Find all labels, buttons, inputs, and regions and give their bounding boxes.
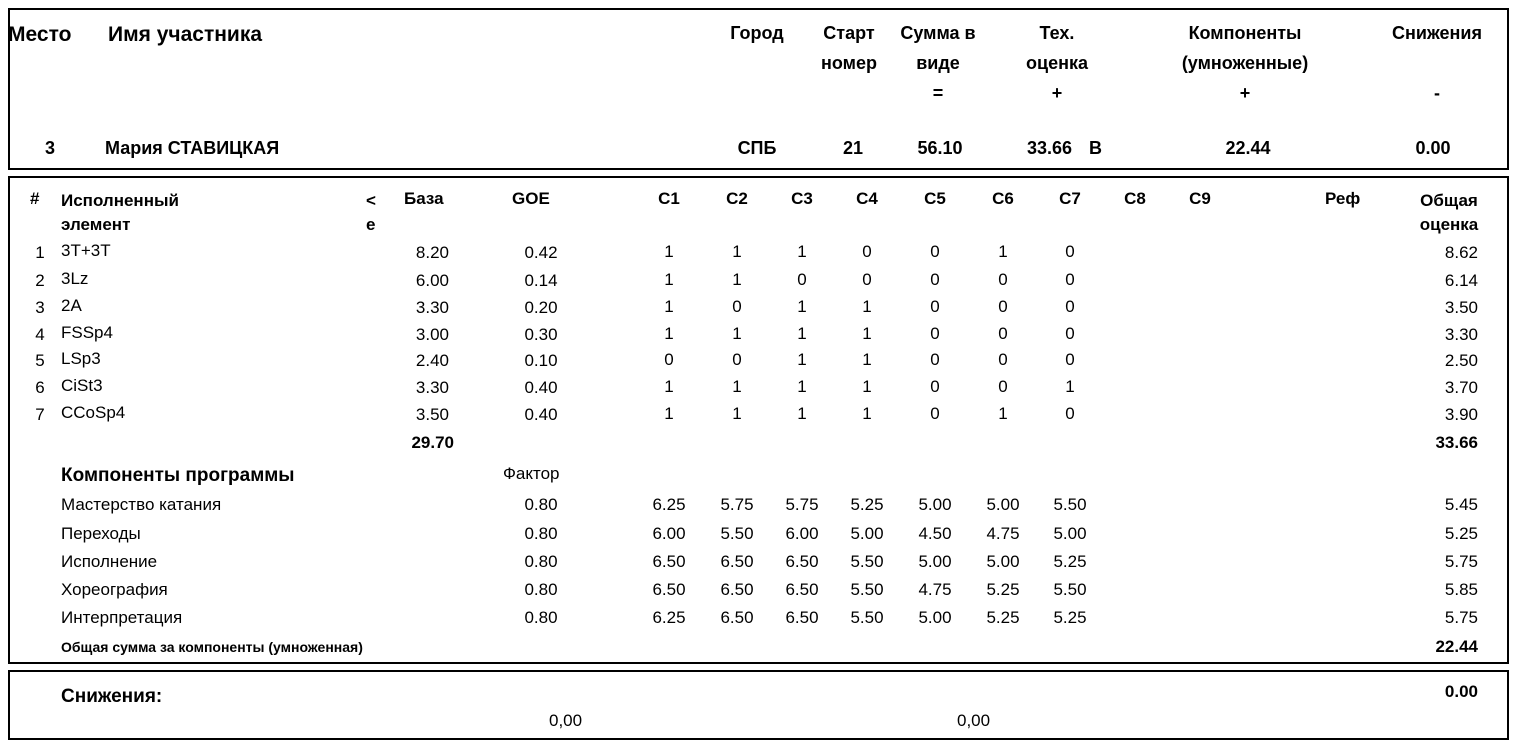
element-number: 3 bbox=[35, 298, 45, 317]
col-start-header bbox=[808, 18, 890, 78]
skater-tes: 33.66 bbox=[1026, 138, 1072, 158]
element-number: 2 bbox=[35, 271, 45, 290]
element-total-score: 6.14 bbox=[1444, 271, 1478, 290]
skater-place: 3 bbox=[44, 138, 55, 158]
component-judge-score: 5.00 bbox=[918, 495, 952, 514]
component-judge-score: 5.50 bbox=[850, 608, 884, 627]
component-factor: 0.80 bbox=[524, 552, 558, 571]
element-number: 1 bbox=[35, 243, 45, 262]
deductions-value-b: 0,00 bbox=[957, 711, 991, 730]
elements-col-element-line2: элемент bbox=[61, 215, 131, 234]
elements-col-info-line2: e bbox=[366, 215, 376, 234]
col-ded-line2: - bbox=[1434, 83, 1440, 103]
col-start-line2: номер bbox=[821, 53, 877, 73]
component-judge-score: 5.50 bbox=[1053, 495, 1087, 514]
element-judge-score: 1 bbox=[664, 270, 674, 289]
elements-col-score-line2: оценка bbox=[1419, 215, 1479, 234]
element-goe: 0.30 bbox=[524, 325, 558, 344]
component-judge-score: 6.50 bbox=[785, 580, 819, 599]
element-judge-score: 1 bbox=[1065, 377, 1075, 396]
element-judge-score: 1 bbox=[797, 324, 807, 343]
elements-col-score-line1: Общая bbox=[1420, 191, 1478, 210]
element-judge-score: 1 bbox=[732, 404, 742, 423]
element-total-score: 3.70 bbox=[1444, 378, 1478, 397]
elements-col-info bbox=[366, 189, 376, 237]
element-name: CiSt3 bbox=[61, 376, 103, 395]
judge-header-1: C1 bbox=[658, 189, 680, 208]
col-sum-line2: виде bbox=[916, 53, 960, 73]
element-judge-score: 0 bbox=[1065, 350, 1075, 369]
element-judge-score: 0 bbox=[930, 350, 940, 369]
col-tes-line2: оценка bbox=[1026, 53, 1088, 73]
component-judge-score: 5.00 bbox=[1053, 524, 1087, 543]
element-judge-score: 0 bbox=[1065, 404, 1075, 423]
skater-name: Мария СТАВИЦКАЯ bbox=[105, 138, 280, 158]
component-judge-score: 6.25 bbox=[652, 495, 686, 514]
element-goe: 0.42 bbox=[524, 243, 558, 262]
component-judge-score: 5.00 bbox=[986, 495, 1020, 514]
element-judge-score: 0 bbox=[930, 377, 940, 396]
judge-header-8: C8 bbox=[1124, 189, 1146, 208]
elements-col-element bbox=[61, 189, 179, 237]
element-base: 3.00 bbox=[415, 325, 449, 344]
components-total: 22.44 bbox=[1435, 637, 1478, 656]
element-base: 3.50 bbox=[415, 405, 449, 424]
skater-deductions: 0.00 bbox=[1415, 138, 1451, 158]
component-judge-score: 6.50 bbox=[785, 552, 819, 571]
col-pcs-line1: Компоненты bbox=[1188, 23, 1302, 43]
element-judge-score: 0 bbox=[732, 350, 742, 369]
element-judge-score: 0 bbox=[1065, 297, 1075, 316]
col-city-header: Город bbox=[730, 23, 784, 43]
elements-col-info-line1: < bbox=[366, 191, 376, 210]
element-goe: 0.10 bbox=[524, 351, 558, 370]
component-name: Переходы bbox=[61, 524, 141, 543]
component-judge-score: 5.50 bbox=[850, 552, 884, 571]
deductions-box bbox=[8, 670, 1509, 740]
element-total-score: 8.62 bbox=[1444, 243, 1478, 262]
element-judge-score: 1 bbox=[797, 297, 807, 316]
col-tes-line1: Тех. bbox=[1039, 23, 1075, 43]
component-judge-score: 5.00 bbox=[850, 524, 884, 543]
element-name: LSp3 bbox=[61, 349, 101, 368]
element-base: 3.30 bbox=[415, 378, 449, 397]
component-judge-score: 5.00 bbox=[918, 552, 952, 571]
component-judge-score: 6.00 bbox=[785, 524, 819, 543]
element-judge-score: 0 bbox=[732, 297, 742, 316]
element-judge-score: 1 bbox=[797, 404, 807, 423]
deductions-label: Снижения: bbox=[61, 686, 163, 707]
element-base: 8.20 bbox=[415, 243, 449, 262]
element-judge-score: 1 bbox=[862, 324, 872, 343]
element-goe: 0.20 bbox=[524, 298, 558, 317]
element-judge-score: 0 bbox=[930, 404, 940, 423]
component-judge-score: 5.25 bbox=[850, 495, 884, 514]
component-judge-score: 5.25 bbox=[986, 580, 1020, 599]
col-ded-header bbox=[1377, 18, 1497, 108]
element-goe: 0.40 bbox=[524, 405, 558, 424]
element-base: 2.40 bbox=[415, 351, 449, 370]
factor-label: Фактор bbox=[503, 464, 560, 483]
component-score: 5.85 bbox=[1444, 580, 1478, 599]
element-judge-score: 1 bbox=[998, 242, 1008, 261]
element-number: 7 bbox=[35, 405, 45, 424]
element-judge-score: 1 bbox=[732, 270, 742, 289]
elements-score-total: 33.66 bbox=[1435, 433, 1478, 452]
component-factor: 0.80 bbox=[524, 608, 558, 627]
judge-header-9: C9 bbox=[1189, 189, 1211, 208]
component-judge-score: 5.25 bbox=[986, 608, 1020, 627]
element-judge-score: 0 bbox=[862, 242, 872, 261]
component-judge-score: 5.50 bbox=[850, 580, 884, 599]
element-judge-score: 1 bbox=[862, 297, 872, 316]
element-name: FSSp4 bbox=[61, 323, 113, 342]
component-judge-score: 6.25 bbox=[652, 608, 686, 627]
judge-header-4: C4 bbox=[856, 189, 878, 208]
element-judge-score: 0 bbox=[862, 270, 872, 289]
judge-header-7: C7 bbox=[1059, 189, 1081, 208]
component-judge-score: 5.00 bbox=[986, 552, 1020, 571]
component-judge-score: 4.50 bbox=[918, 524, 952, 543]
col-ded-line1: Снижения bbox=[1392, 23, 1482, 43]
elements-col-ref: Реф bbox=[1325, 189, 1361, 208]
component-factor: 0.80 bbox=[524, 495, 558, 514]
component-judge-score: 5.00 bbox=[918, 608, 952, 627]
element-total-score: 2.50 bbox=[1444, 351, 1478, 370]
elements-col-score bbox=[1409, 189, 1489, 237]
element-judge-score: 1 bbox=[797, 350, 807, 369]
judge-header-6: C6 bbox=[992, 189, 1014, 208]
element-name: 3T+3T bbox=[61, 241, 111, 260]
element-judge-score: 0 bbox=[797, 270, 807, 289]
col-start-line1: Старт bbox=[823, 23, 875, 43]
element-judge-score: 0 bbox=[998, 377, 1008, 396]
element-judge-score: 1 bbox=[862, 377, 872, 396]
element-number: 5 bbox=[35, 351, 45, 370]
component-judge-score: 4.75 bbox=[918, 580, 952, 599]
component-judge-score: 6.50 bbox=[720, 608, 754, 627]
component-judge-score: 5.50 bbox=[720, 524, 754, 543]
element-total-score: 3.30 bbox=[1444, 325, 1478, 344]
element-judge-score: 0 bbox=[1065, 242, 1075, 261]
component-judge-score: 6.50 bbox=[652, 552, 686, 571]
elements-col-goe: GOE bbox=[512, 189, 550, 208]
element-judge-score: 1 bbox=[998, 404, 1008, 423]
skater-tes-flag: B bbox=[1089, 138, 1102, 158]
component-name: Исполнение bbox=[61, 552, 158, 571]
element-judge-score: 0 bbox=[930, 324, 940, 343]
element-goe: 0.14 bbox=[524, 271, 558, 290]
component-name: Интерпретация bbox=[61, 608, 183, 627]
col-place-header: Место bbox=[8, 23, 72, 46]
components-total-label: Общая сумма за компоненты (умноженная) bbox=[61, 639, 363, 655]
element-judge-score: 0 bbox=[930, 297, 940, 316]
component-factor: 0.80 bbox=[524, 580, 558, 599]
element-total-score: 3.90 bbox=[1444, 405, 1478, 424]
element-judge-score: 0 bbox=[998, 270, 1008, 289]
col-sum-header bbox=[888, 18, 988, 108]
component-judge-score: 6.50 bbox=[720, 580, 754, 599]
elements-col-element-line1: Исполненный bbox=[61, 191, 179, 210]
col-name-header: Имя участника bbox=[108, 23, 263, 46]
component-judge-score: 6.50 bbox=[652, 580, 686, 599]
element-judge-score: 1 bbox=[664, 324, 674, 343]
element-base: 3.30 bbox=[415, 298, 449, 317]
elements-col-num: # bbox=[30, 189, 40, 208]
skater-city: СПБ bbox=[737, 138, 777, 158]
element-judge-score: 1 bbox=[664, 297, 674, 316]
elements-col-base: База bbox=[404, 189, 444, 208]
judge-header-5: C5 bbox=[924, 189, 946, 208]
component-name: Хореография bbox=[61, 580, 168, 599]
element-total-score: 3.50 bbox=[1444, 298, 1478, 317]
element-name: 3Lz bbox=[61, 269, 89, 288]
judge-header-3: C3 bbox=[791, 189, 813, 208]
element-judge-score: 1 bbox=[664, 377, 674, 396]
component-score: 5.75 bbox=[1444, 552, 1478, 571]
component-judge-score: 5.75 bbox=[785, 495, 819, 514]
element-judge-score: 1 bbox=[862, 404, 872, 423]
element-judge-score: 1 bbox=[797, 242, 807, 261]
col-sum-line3: = bbox=[932, 83, 944, 103]
component-judge-score: 6.50 bbox=[720, 552, 754, 571]
element-number: 4 bbox=[35, 325, 45, 344]
col-tes-header bbox=[1005, 18, 1109, 108]
element-judge-score: 1 bbox=[732, 377, 742, 396]
element-judge-score: 0 bbox=[930, 270, 940, 289]
element-judge-score: 0 bbox=[1065, 270, 1075, 289]
col-sum-line1: Сумма в bbox=[900, 23, 976, 43]
components-title: Компоненты программы bbox=[61, 465, 295, 486]
element-base: 6.00 bbox=[415, 271, 449, 290]
col-pcs-line3: + bbox=[1239, 83, 1251, 103]
skater-pcs: 22.44 bbox=[1225, 138, 1271, 158]
element-judge-score: 1 bbox=[862, 350, 872, 369]
component-judge-score: 6.00 bbox=[652, 524, 686, 543]
col-pcs-header bbox=[1165, 18, 1325, 108]
component-judge-score: 5.25 bbox=[1053, 608, 1087, 627]
element-name: CCoSp4 bbox=[61, 403, 126, 422]
component-judge-score: 4.75 bbox=[986, 524, 1020, 543]
component-name: Мастерство катания bbox=[61, 495, 222, 514]
component-judge-score: 5.75 bbox=[720, 495, 754, 514]
element-judge-score: 1 bbox=[732, 324, 742, 343]
component-score: 5.45 bbox=[1444, 495, 1478, 514]
deductions-value-a: 0,00 bbox=[549, 711, 583, 730]
element-judge-score: 0 bbox=[998, 297, 1008, 316]
element-goe: 0.40 bbox=[524, 378, 558, 397]
component-judge-score: 5.50 bbox=[1053, 580, 1087, 599]
elements-base-total: 29.70 bbox=[411, 433, 454, 452]
component-factor: 0.80 bbox=[524, 524, 558, 543]
col-tes-line3: + bbox=[1051, 83, 1063, 103]
element-name: 2A bbox=[61, 296, 82, 315]
element-judge-score: 0 bbox=[1065, 324, 1075, 343]
element-judge-score: 1 bbox=[664, 242, 674, 261]
skater-start-number: 21 bbox=[842, 138, 864, 158]
component-judge-score: 5.25 bbox=[1053, 552, 1087, 571]
deductions-total: 0.00 bbox=[1444, 682, 1478, 701]
element-number: 6 bbox=[35, 378, 45, 397]
element-judge-score: 1 bbox=[797, 377, 807, 396]
element-judge-score: 0 bbox=[998, 324, 1008, 343]
judge-header-2: C2 bbox=[726, 189, 748, 208]
element-judge-score: 0 bbox=[930, 242, 940, 261]
element-judge-score: 1 bbox=[664, 404, 674, 423]
component-score: 5.75 bbox=[1444, 608, 1478, 627]
element-judge-score: 0 bbox=[664, 350, 674, 369]
component-judge-score: 6.50 bbox=[785, 608, 819, 627]
col-pcs-line2: (умноженные) bbox=[1181, 53, 1309, 73]
skater-total-score: 56.10 bbox=[917, 138, 963, 158]
component-score: 5.25 bbox=[1444, 524, 1478, 543]
element-judge-score: 0 bbox=[998, 350, 1008, 369]
element-judge-score: 1 bbox=[732, 242, 742, 261]
